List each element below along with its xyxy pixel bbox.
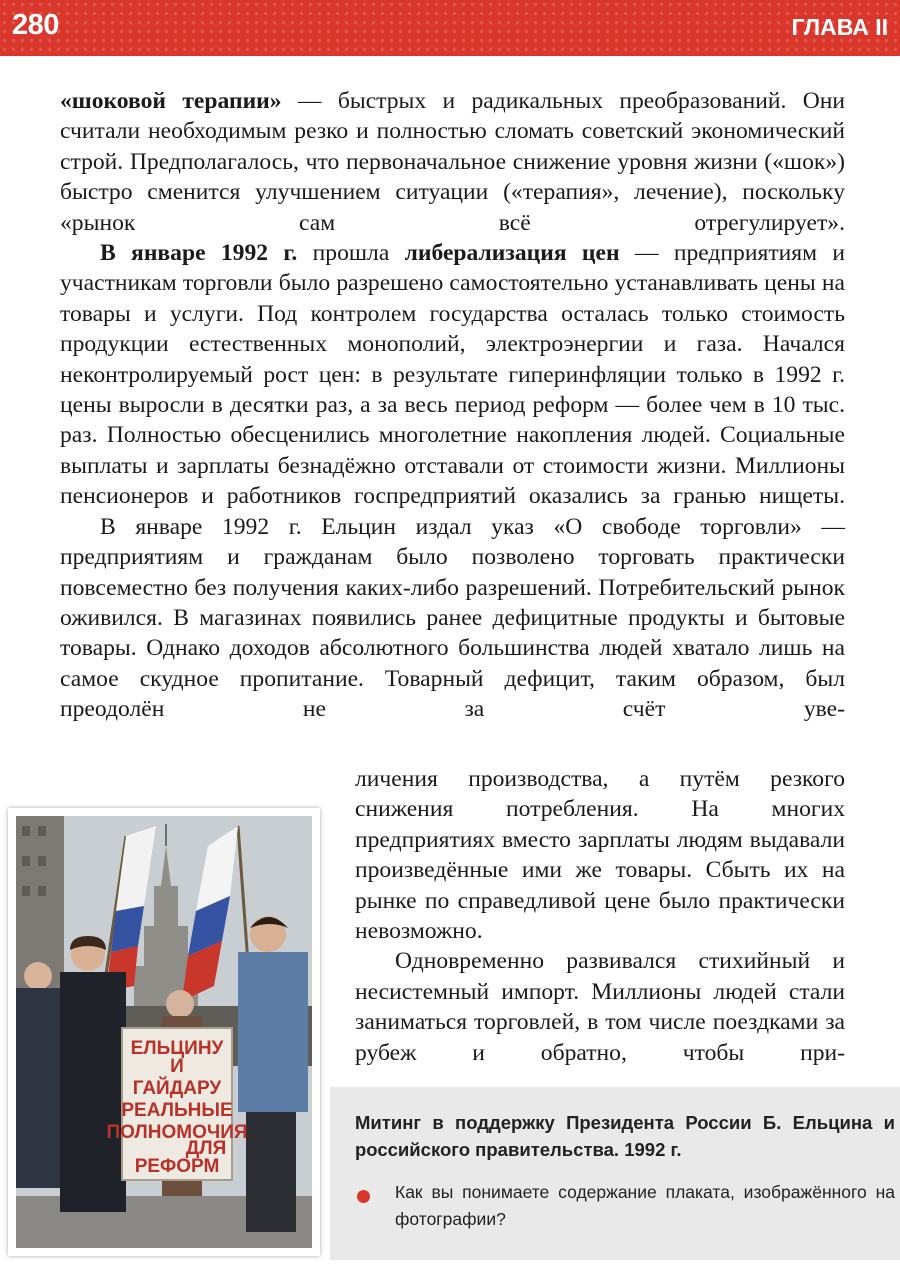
- photo-frame: [8, 808, 320, 1256]
- placard-line-5: ПОЛНОМОЧИЯ: [106, 1122, 248, 1143]
- photo-caption: Митинг в поддержку Президента России Б. Ельцина и российского правительства. 1992 г.: [355, 1112, 895, 1160]
- body-text-full: [60, 86, 845, 725]
- date-january-1992: В январе 1992 г.: [100, 240, 298, 267]
- placard-line-6: ДЛЯ: [185, 1138, 227, 1159]
- placard-line-7: РЕФОРМ: [134, 1156, 220, 1177]
- term-price-liberalization: либерализация цен: [404, 240, 620, 267]
- page-number: 280: [12, 9, 59, 41]
- rally-illustration: [16, 816, 312, 1248]
- photo-question: Как вы понимаете содержание плаката, изображённого на фотографии?: [395, 1182, 895, 1229]
- paragraph-price-liberalization: В январе 1992 г. прошла либерализация цен — предприятиям и участникам торговли было разрешено самостоятельно устанавливать цены на товары и услуги. Под контролем государства осталась только стоимость продукции естественных монополий, электроэнергии и газа. Начался неконтролируемый рост цен: в результате гиперинфляции только в 1992 г. цены выросли в десятки раз, а за весь период реформ — более чем в 10 тыс. раз. Полностью обесценились многолетние накопления людей. Социальные выплаты и зарплаты безнадёжно отставали от стоимости жизни. Миллионы пенсионеров и работников госпредприятий оказались за гранью нищеты.: [60, 240, 845, 510]
- paragraph-import: Одновременно развивался стихийный и несистемный импорт. Миллионы людей стали заниматься торговлей, в том числе поездками за рубеж и обратно, чтобы при-: [355, 948, 845, 1066]
- placard-line-4: РЕАЛЬНЫЕ: [121, 1100, 233, 1121]
- page-header: [0, 0, 900, 56]
- term-shock-therapy: «шоковой терапии»: [60, 88, 282, 114]
- rally-photo: [16, 816, 312, 1248]
- placard-line-3: ГАЙДАРУ: [132, 1078, 222, 1099]
- chapter-title: ГЛАВА II: [791, 14, 888, 40]
- placard-line-1: ЕЛЬЦИНУ: [130, 1038, 224, 1059]
- paragraph-consumption-cut: личения производства, а путём резкого снижения потребления. На многих предприятиях вместо зарплаты людям выдавали произведённые ими же товары. Сбыть их на рынке по справедливой цене было практически невозможно.: [355, 766, 845, 945]
- placard-line-2: И: [170, 1056, 184, 1077]
- photo-caption-box: [330, 1087, 900, 1260]
- paragraph-shock-therapy: «шоковой терапии» — быстрых и радикальных преобразований. Они считали необходимым резко и полностью сломать советский экономический строй. Предполагалось, что первоначальное снижение уровня жизни («шок») быстро сменится улучшением ситуации («терапия», лечение), поскольку «рынок сам всё отрегулирует».: [60, 88, 845, 236]
- body-text-narrow: [355, 764, 845, 1068]
- question-bullet-icon: [357, 1190, 370, 1203]
- paragraph-free-trade-decree: В январе 1992 г. Ельцин издал указ «О свободе торговли» — предприятиям и гражданам было позволено торговать практически повсеместно без получения каких-либо разрешений. Потребительский рынок оживился. В магазинах появились ранее дефицитные продукты и бытовые товары. Однако доходов абсолютного большинства людей хватало лишь на самое скудное пропитание. Товарный дефицит, таким образом, был преодолён не за счёт уве-: [60, 513, 845, 723]
